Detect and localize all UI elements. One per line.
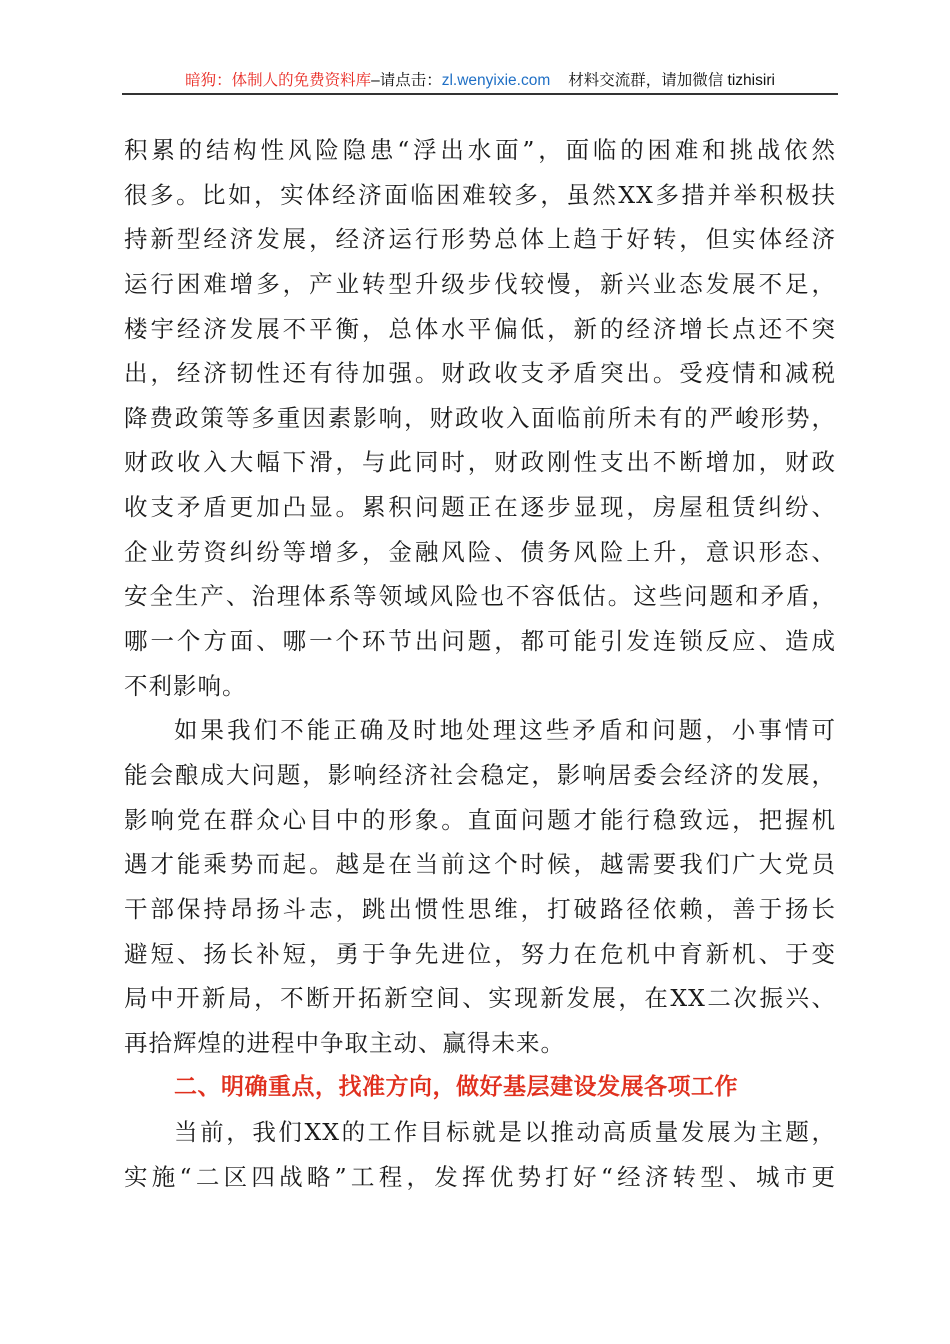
- text-line: 不利影响。: [124, 671, 247, 700]
- document-body: [124, 128, 836, 1199]
- header-group: 材料交流群，请加微信 tizhisiri: [568, 72, 775, 89]
- header-link[interactable]: zl.wenyixie.com: [441, 72, 551, 89]
- text-line: 财政收入大幅下滑，与此同时，财政刚性支出不断增加，财政: [124, 448, 836, 477]
- section-heading: 二、明确重点，找准方向，做好基层建设发展各项工作: [174, 1074, 738, 1101]
- text-line: 哪一个方面、哪一个环节出问题，都可能引发连锁反应、造成: [124, 627, 836, 656]
- header-rule: [122, 93, 838, 95]
- text-line: 如果我们不能正确及时地处理这些矛盾和问题，小事情可: [174, 716, 836, 745]
- text-line: 影响党在群众心目中的形象。直面问题才能行稳致远，把握机: [124, 805, 836, 834]
- header-brand: 暗狗：体制人的免费资料库: [185, 72, 372, 89]
- text-line: 运行困难增多，产业转型升级步伐较慢，新兴业态发展不足，: [124, 269, 836, 298]
- header-prompt: –请点击：: [371, 72, 442, 89]
- text-line: 很多。比如，实体经济面临困难较多，虽然XX多措并举积极扶: [124, 180, 836, 209]
- text-line: 安全生产、治理体系等领域风险也不容低估。这些问题和矛盾，: [124, 582, 836, 611]
- page-header: [122, 68, 838, 94]
- text-line: 再拾辉煌的进程中争取主动、赢得未来。: [124, 1028, 565, 1057]
- text-line: 实施“二区四战略”工程，发挥优势打好“经济转型、城市更: [124, 1162, 836, 1191]
- text-line: 当前，我们XX的工作目标就是以推动高质量发展为主题，: [174, 1118, 836, 1147]
- text-line: 避短、扬长补短，勇于争先进位，努力在危机中育新机、于变: [124, 939, 836, 968]
- text-line: 积累的结构性风险隐患“浮出水面”，面临的困难和挑战依然: [124, 136, 836, 164]
- text-line: 局中开新局，不断开拓新空间、实现新发展，在XX二次振兴、: [124, 984, 836, 1013]
- text-line: 降费政策等多重因素影响，财政收入面临前所未有的严峻形势，: [124, 403, 836, 432]
- text-line: 能会酿成大问题，影响经济社会稳定，影响居委会经济的发展，: [124, 760, 836, 789]
- text-line: 干部保持昂扬斗志，跳出惯性思维，打破路径依赖，善于扬长: [124, 894, 836, 923]
- text-line: 企业劳资纠纷等增多，金融风险、债务风险上升，意识形态、: [124, 537, 836, 566]
- text-line: 出，经济韧性还有待加强。财政收支矛盾突出。受疫情和减税: [124, 359, 836, 388]
- text-line: 持新型经济发展，经济运行形势总体上趋于好转，但实体经济: [124, 225, 836, 254]
- text-line: 收支矛盾更加凸显。累积问题正在逐步显现，房屋租赁纠纷、: [124, 493, 836, 522]
- text-line: 楼宇经济发展不平衡，总体水平偏低，新的经济增长点还不突: [124, 314, 836, 343]
- text-line: 遇才能乘势而起。越是在当前这个时候，越需要我们广大党员: [124, 850, 836, 879]
